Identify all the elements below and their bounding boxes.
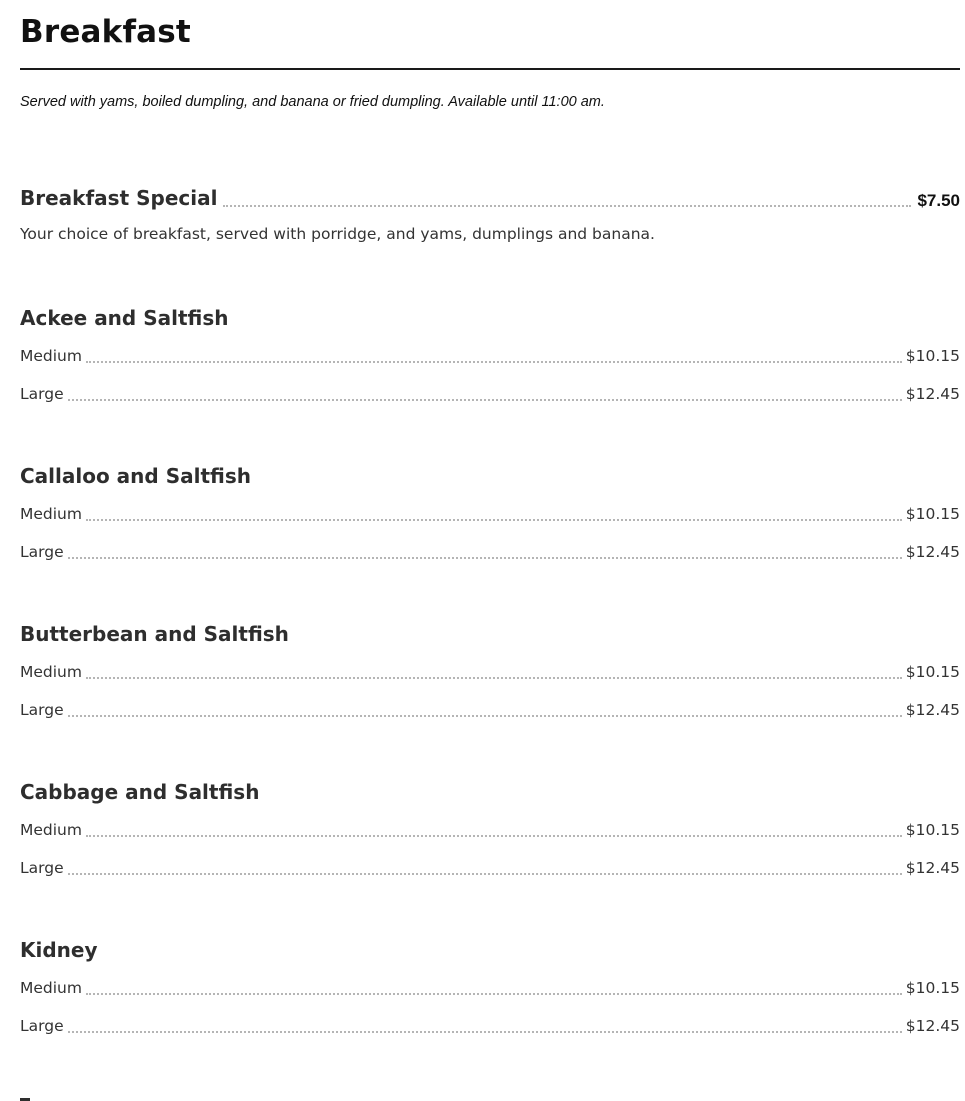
dot-leader (86, 361, 902, 363)
size-label: Large (20, 543, 64, 561)
size-row-medium (20, 976, 960, 998)
dot-leader (86, 835, 902, 837)
size-row-medium (20, 660, 960, 682)
dot-leader (68, 399, 902, 401)
size-label: Medium (20, 663, 82, 681)
size-label: Medium (20, 821, 82, 839)
size-label: Medium (20, 505, 82, 523)
menu-item-ackee-and-saltfish (20, 305, 960, 404)
size-price: $10.15 (905, 505, 960, 523)
item-name: Cabbage and Saltfish (20, 780, 260, 804)
menu-note: Served with yams, boiled dumpling, and banana or fried dumpling. Available until 11:00 am. (20, 94, 605, 110)
size-row-large (20, 856, 960, 878)
size-row-large (20, 382, 960, 404)
size-price: $10.15 (905, 347, 960, 365)
size-row-large (20, 1014, 960, 1036)
title-divider (20, 68, 960, 70)
item-name: Breakfast Special (20, 186, 218, 210)
size-row-medium (20, 502, 960, 524)
item-name: Ackee and Saltfish (20, 306, 229, 330)
menu-item-breakfast-special (20, 184, 960, 244)
item-price: $7.50 (917, 191, 960, 210)
dot-leader (68, 1031, 902, 1033)
size-label: Medium (20, 347, 82, 365)
dot-leader (86, 993, 902, 995)
size-row-medium (20, 344, 960, 366)
menu-item-kidney (20, 937, 960, 1036)
item-name: Callaloo and Saltfish (20, 464, 251, 488)
size-price: $12.45 (905, 701, 960, 719)
menu-item-callaloo-and-saltfish (20, 463, 960, 562)
size-price: $10.15 (905, 979, 960, 997)
dot-leader (68, 873, 902, 875)
dot-leader (86, 677, 902, 679)
size-price: $10.15 (905, 821, 960, 839)
size-label: Medium (20, 979, 82, 997)
dot-leader (223, 205, 911, 207)
size-row-large (20, 540, 960, 562)
menu-item-cabbage-and-saltfish (20, 779, 960, 878)
size-price: $10.15 (905, 663, 960, 681)
menu-item-butterbean-and-saltfish (20, 621, 960, 720)
item-description: Your choice of breakfast, served with porridge, and yams, dumplings and banana. (20, 225, 655, 243)
item-name: Butterbean and Saltfish (20, 622, 289, 646)
size-row-medium (20, 818, 960, 840)
item-name: Kidney (20, 938, 98, 962)
dot-leader (68, 715, 902, 717)
dot-leader (68, 557, 902, 559)
next-item-heading-cutoff (20, 1094, 34, 1101)
size-price: $12.45 (905, 385, 960, 403)
size-label: Large (20, 385, 64, 403)
size-price: $12.45 (905, 859, 960, 877)
size-label: Large (20, 701, 64, 719)
size-row-large (20, 698, 960, 720)
size-label: Large (20, 859, 64, 877)
size-label: Large (20, 1017, 64, 1035)
special-row (20, 184, 960, 212)
menu-title: Breakfast (20, 14, 191, 50)
size-price: $12.45 (905, 543, 960, 561)
menu-section (20, 0, 960, 1035)
size-price: $12.45 (905, 1017, 960, 1035)
dot-leader (86, 519, 902, 521)
